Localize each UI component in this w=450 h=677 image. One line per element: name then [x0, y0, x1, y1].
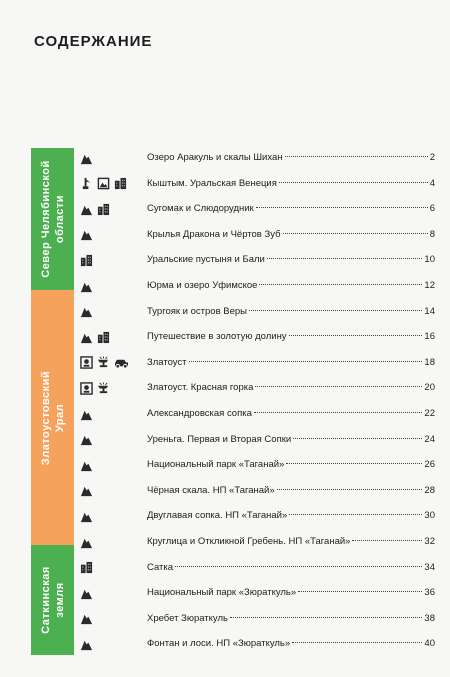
leader-dots — [279, 182, 428, 183]
entry-line — [147, 457, 435, 473]
toc-entry[interactable] — [80, 406, 435, 422]
entry-icons — [80, 612, 93, 626]
entry-title: Сугомак и Слюдорудник — [147, 203, 254, 215]
entry-title: Александровская сопка — [147, 408, 252, 419]
entry-line — [147, 278, 435, 294]
toc-entry[interactable] — [80, 585, 435, 601]
toc-entry[interactable] — [80, 227, 435, 243]
entry-line — [147, 636, 435, 652]
city-icon — [80, 254, 93, 267]
entry-line — [147, 406, 435, 422]
region-label-line: Златоустовский — [39, 370, 52, 465]
page-number: 18 — [424, 356, 435, 368]
page-number: 12 — [424, 280, 435, 291]
region-band — [31, 290, 74, 545]
leader-dots — [277, 489, 423, 490]
toc-entry[interactable] — [80, 201, 435, 217]
leader-dots — [259, 284, 422, 285]
page-number: 6 — [429, 203, 435, 215]
page-number: 4 — [429, 177, 435, 189]
entry-icons — [80, 177, 127, 191]
entry-line — [147, 432, 435, 448]
toc-entry[interactable] — [80, 252, 435, 268]
entry-line — [147, 560, 435, 576]
entry-line — [147, 304, 435, 320]
entry-title: Двуглавая сопка. НП «Таганай» — [147, 510, 288, 522]
toc-entry[interactable] — [80, 304, 435, 320]
entry-line — [147, 508, 435, 524]
region-label-line: земля — [53, 582, 66, 618]
anvil-icon — [97, 356, 110, 369]
region-label — [39, 370, 67, 464]
entry-title: Крылья Дракона и Чёртов Зуб — [147, 228, 281, 240]
entry-title: Хребет Зюраткуль — [147, 612, 228, 624]
mountain-icon — [80, 459, 93, 472]
page-number: 40 — [424, 638, 435, 650]
region-label-line: Север Челябинской — [39, 160, 52, 278]
page-number: 38 — [424, 612, 435, 624]
page-number: 32 — [424, 536, 435, 547]
entry-icons — [80, 407, 93, 421]
entry-icons — [80, 305, 93, 319]
entry-icons — [80, 586, 93, 600]
leader-dots — [283, 233, 428, 234]
entry-title: Кыштым. Уральская Венеция — [147, 177, 277, 189]
entry-icons — [80, 356, 127, 370]
entry-title: Национальный парк «Зюраткуль» — [147, 587, 297, 599]
toc-entry[interactable] — [80, 355, 435, 371]
car-icon — [114, 356, 127, 369]
entry-icons — [80, 561, 93, 575]
entry-line — [147, 201, 435, 217]
city-icon — [114, 177, 127, 190]
leader-dots — [175, 566, 422, 567]
entry-line — [147, 380, 435, 396]
entry-line — [147, 329, 435, 345]
entry-icons — [80, 279, 93, 293]
page-number: 16 — [424, 331, 435, 343]
toc-entry[interactable] — [80, 534, 435, 550]
entry-title: Юрма и озеро Уфимское — [147, 280, 258, 291]
entry-title: Златоуст — [147, 356, 187, 368]
region-label — [39, 566, 67, 634]
entry-icons — [80, 330, 110, 344]
page-number: 22 — [424, 408, 435, 419]
toc-entry[interactable] — [80, 176, 435, 192]
page-number: 2 — [429, 152, 435, 163]
city-icon — [80, 561, 93, 574]
mountain-icon — [80, 484, 93, 497]
mountain-icon — [80, 536, 93, 549]
region-band — [31, 545, 74, 655]
entry-line — [147, 252, 435, 268]
mountain-icon — [80, 331, 93, 344]
leader-dots — [289, 514, 422, 515]
leader-dots — [249, 310, 422, 311]
mountain-icon — [80, 433, 93, 446]
entry-line — [147, 150, 435, 166]
leader-dots — [352, 540, 422, 541]
entry-title: Златоуст. Красная горка — [147, 382, 254, 394]
mountain-icon — [80, 203, 93, 216]
toc-entry[interactable] — [80, 432, 435, 448]
page-number: 26 — [424, 459, 435, 471]
entry-icons — [80, 509, 93, 523]
leader-dots — [256, 207, 428, 208]
leader-dots — [293, 438, 422, 439]
painting-icon — [97, 177, 110, 190]
leader-dots — [285, 156, 428, 157]
entry-line — [147, 483, 435, 499]
monument-icon — [80, 177, 93, 190]
toc-entry[interactable] — [80, 150, 435, 166]
entry-line — [147, 227, 435, 243]
toc-entry[interactable] — [80, 278, 435, 294]
entry-line — [147, 355, 435, 371]
leader-dots — [254, 412, 423, 413]
entry-line — [147, 176, 435, 192]
entry-title: Путешествие в золотую долину — [147, 331, 287, 343]
region-band — [31, 148, 74, 290]
toc-entry[interactable] — [80, 329, 435, 345]
entry-line — [147, 611, 435, 627]
toc-entry[interactable] — [80, 560, 435, 576]
entry-title: Национальный парк «Таганай» — [147, 459, 285, 471]
page-number: 36 — [424, 587, 435, 599]
toc-entry[interactable] — [80, 380, 435, 396]
entry-title: Сатка — [147, 561, 174, 573]
page-number: 30 — [424, 510, 435, 522]
region-label — [39, 160, 67, 278]
entry-title: Тургояк и остров Веры — [147, 305, 247, 317]
toc-entry[interactable] — [80, 508, 435, 524]
leader-dots — [298, 591, 422, 592]
anvil-icon — [97, 382, 110, 395]
entry-title: Озеро Аракуль и скалы Шихан — [147, 152, 283, 163]
page-number: 20 — [424, 382, 435, 394]
entry-icons — [80, 228, 93, 242]
mountain-icon — [80, 152, 93, 165]
region-label-line: Урал — [53, 403, 66, 432]
leader-dots — [230, 617, 422, 618]
entry-icons — [80, 458, 93, 472]
leader-dots — [267, 258, 423, 259]
mountain-icon — [80, 228, 93, 241]
toc-entry[interactable] — [80, 636, 435, 652]
mountain-icon — [80, 510, 93, 523]
mountain-icon — [80, 612, 93, 625]
entry-icons — [80, 151, 93, 165]
entry-line — [147, 585, 435, 601]
museum-icon — [80, 356, 93, 369]
museum-icon — [80, 382, 93, 395]
page-number: 34 — [424, 561, 435, 573]
leader-dots — [286, 463, 422, 464]
entry-icons — [80, 433, 93, 447]
page-number: 14 — [424, 305, 435, 317]
leader-dots — [292, 642, 422, 643]
city-icon — [97, 331, 110, 344]
region-label-line: области — [53, 194, 66, 244]
toc-entry[interactable] — [80, 457, 435, 473]
entry-title: Уреньга. Первая и Вторая Сопки — [147, 433, 292, 445]
toc-entry[interactable] — [80, 611, 435, 627]
leader-dots — [189, 361, 423, 362]
entry-title: Фонтан и лоси. НП «Зюраткуль» — [147, 638, 291, 650]
page-number: 24 — [424, 433, 435, 445]
entry-icons — [80, 535, 93, 549]
page-number: 28 — [424, 484, 435, 496]
city-icon — [97, 203, 110, 216]
entry-line — [147, 534, 435, 550]
mountain-icon — [80, 280, 93, 293]
toc-entry[interactable] — [80, 483, 435, 499]
page-title: СОДЕРЖАНИЕ — [34, 33, 153, 50]
leader-dots — [289, 335, 423, 336]
entry-icons — [80, 202, 110, 216]
page-number: 8 — [429, 228, 435, 240]
entry-icons — [80, 637, 93, 651]
mountain-icon — [80, 305, 93, 318]
entry-title: Чёрная скала. НП «Таганай» — [147, 484, 275, 496]
entry-icons — [80, 253, 93, 267]
entry-icons — [80, 484, 93, 498]
region-label-line: Саткинская — [39, 566, 52, 634]
entry-title: Уральские пустыня и Бали — [147, 254, 265, 266]
mountain-icon — [80, 587, 93, 600]
entry-icons — [80, 381, 110, 395]
mountain-icon — [80, 408, 93, 421]
leader-dots — [255, 386, 422, 387]
page-number: 10 — [424, 254, 435, 266]
entry-title: Круглица и Откликной Гребень. НП «Таганай» — [147, 536, 351, 547]
mountain-icon — [80, 638, 93, 651]
